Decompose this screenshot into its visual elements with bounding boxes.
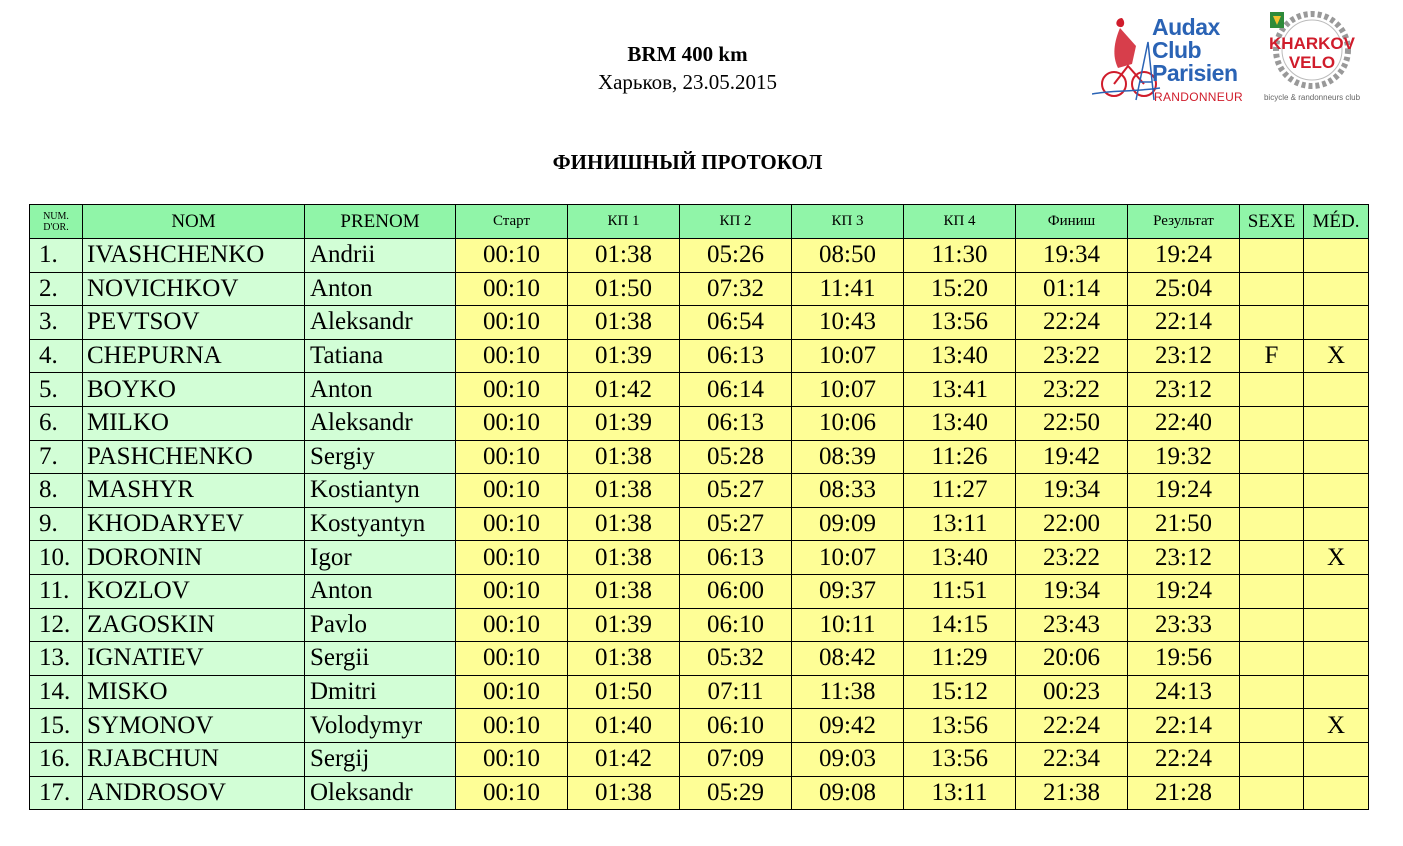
cell-med — [1304, 574, 1369, 608]
cell-prenom: Sergii — [305, 642, 456, 676]
cell-kp2: 06:10 — [680, 608, 792, 642]
cell-kp2: 05:32 — [680, 642, 792, 676]
cell-sexe — [1240, 709, 1304, 743]
cell-sexe — [1240, 373, 1304, 407]
cell-med — [1304, 373, 1369, 407]
cell-nom: SYMONOV — [83, 709, 305, 743]
cell-result: 22:14 — [1128, 306, 1240, 340]
cell-prenom: Oleksandr — [305, 776, 456, 810]
cell-kp4: 13:56 — [904, 742, 1016, 776]
col-header-start: Старт — [456, 205, 568, 239]
cell-finish: 23:22 — [1016, 541, 1128, 575]
col-header-num — [30, 205, 83, 239]
cell-prenom: Aleksandr — [305, 306, 456, 340]
cell-kp4: 11:26 — [904, 440, 1016, 474]
cell-sexe — [1240, 541, 1304, 575]
cell-kp1: 01:40 — [568, 709, 680, 743]
cell-kp3: 08:50 — [792, 239, 904, 273]
col-header-med: MÉD. — [1304, 205, 1369, 239]
cell-finish: 22:34 — [1016, 742, 1128, 776]
cell-sexe — [1240, 306, 1304, 340]
cell-kp3: 11:41 — [792, 272, 904, 306]
cell-nom: NOVICHKOV — [83, 272, 305, 306]
kharkov-velo-logo — [1262, 10, 1362, 105]
cell-nom: MISKO — [83, 675, 305, 709]
cell-nom: KHODARYEV — [83, 507, 305, 541]
cell-finish: 23:22 — [1016, 339, 1128, 373]
cell-med — [1304, 608, 1369, 642]
cell-nom: BOYKO — [83, 373, 305, 407]
cell-finish: 22:24 — [1016, 709, 1128, 743]
cell-kp2: 06:10 — [680, 709, 792, 743]
table-row — [30, 541, 1369, 575]
cell-start: 00:10 — [456, 507, 568, 541]
cell-result: 19:24 — [1128, 574, 1240, 608]
cell-med — [1304, 406, 1369, 440]
cell-num: 12. — [30, 608, 83, 642]
cell-start: 00:10 — [456, 474, 568, 508]
cell-start: 00:10 — [456, 742, 568, 776]
cell-kp2: 06:13 — [680, 406, 792, 440]
cell-sexe — [1240, 239, 1304, 273]
cell-start: 00:10 — [456, 608, 568, 642]
cell-nom: PEVTSOV — [83, 306, 305, 340]
cell-result: 23:33 — [1128, 608, 1240, 642]
kharkov-wordmark — [1264, 34, 1360, 72]
cell-result: 24:13 — [1128, 675, 1240, 709]
cell-num: 6. — [30, 406, 83, 440]
cell-kp4: 13:11 — [904, 776, 1016, 810]
cell-kp1: 01:38 — [568, 776, 680, 810]
cell-kp3: 11:38 — [792, 675, 904, 709]
cell-kp2: 07:09 — [680, 742, 792, 776]
cell-prenom: Aleksandr — [305, 406, 456, 440]
col-header-finish: Финиш — [1016, 205, 1128, 239]
cell-result: 21:50 — [1128, 507, 1240, 541]
audax-line-1: Audax — [1152, 14, 1220, 40]
cell-sexe — [1240, 574, 1304, 608]
cell-kp1: 01:50 — [568, 675, 680, 709]
cell-num: 10. — [30, 541, 83, 575]
audax-line-3: Parisien — [1152, 60, 1238, 86]
cell-num: 17. — [30, 776, 83, 810]
cell-kp1: 01:42 — [568, 742, 680, 776]
cell-prenom: Andrii — [305, 239, 456, 273]
cell-kp3: 10:07 — [792, 339, 904, 373]
table-row — [30, 709, 1369, 743]
cell-kp1: 01:38 — [568, 574, 680, 608]
cell-sexe — [1240, 406, 1304, 440]
cell-start: 00:10 — [456, 776, 568, 810]
kharkov-line-1: KHARKOV — [1269, 34, 1355, 53]
cell-kp4: 11:51 — [904, 574, 1016, 608]
protocol-title: ФИНИШНЫЙ ПРОТОКОЛ — [552, 150, 823, 174]
cell-prenom: Anton — [305, 272, 456, 306]
cell-num: 13. — [30, 642, 83, 676]
cell-start: 00:10 — [456, 339, 568, 373]
col-header-kp4: КП 4 — [904, 205, 1016, 239]
cell-kp3: 10:06 — [792, 406, 904, 440]
cell-finish: 00:23 — [1016, 675, 1128, 709]
cell-kp3: 08:33 — [792, 474, 904, 508]
cell-kp3: 09:09 — [792, 507, 904, 541]
cell-kp4: 13:41 — [904, 373, 1016, 407]
cell-kp2: 05:27 — [680, 474, 792, 508]
cell-kp4: 14:15 — [904, 608, 1016, 642]
cell-finish: 23:22 — [1016, 373, 1128, 407]
table-body — [30, 239, 1369, 810]
cell-num: 3. — [30, 306, 83, 340]
col-header-kp2: КП 2 — [680, 205, 792, 239]
cell-kp3: 10:43 — [792, 306, 904, 340]
cell-prenom: Pavlo — [305, 608, 456, 642]
cell-kp4: 13:56 — [904, 709, 1016, 743]
cell-prenom: Igor — [305, 541, 456, 575]
cell-kp1: 01:39 — [568, 339, 680, 373]
cell-finish: 19:34 — [1016, 239, 1128, 273]
cell-med — [1304, 239, 1369, 273]
cell-start: 00:10 — [456, 541, 568, 575]
cell-prenom: Sergij — [305, 742, 456, 776]
cell-med: X — [1304, 339, 1369, 373]
cell-nom: PASHCHENKO — [83, 440, 305, 474]
cell-kp2: 06:54 — [680, 306, 792, 340]
cell-sexe — [1240, 608, 1304, 642]
table-row — [30, 507, 1369, 541]
table-row — [30, 574, 1369, 608]
finish-protocol-table — [29, 204, 1369, 810]
cell-num: 8. — [30, 474, 83, 508]
cell-finish: 22:24 — [1016, 306, 1128, 340]
cell-result: 23:12 — [1128, 541, 1240, 575]
cell-kp1: 01:38 — [568, 541, 680, 575]
cell-kp1: 01:39 — [568, 608, 680, 642]
cell-start: 00:10 — [456, 675, 568, 709]
table-row — [30, 474, 1369, 508]
cell-result: 19:24 — [1128, 474, 1240, 508]
table-row — [30, 373, 1369, 407]
cell-start: 00:10 — [456, 440, 568, 474]
cell-sexe — [1240, 776, 1304, 810]
cell-prenom: Anton — [305, 574, 456, 608]
cell-kp1: 01:38 — [568, 440, 680, 474]
col-header-kp3: КП 3 — [792, 205, 904, 239]
event-title: BRM 400 km — [627, 42, 748, 66]
cell-finish: 20:06 — [1016, 642, 1128, 676]
cell-result: 22:40 — [1128, 406, 1240, 440]
cell-kp3: 08:39 — [792, 440, 904, 474]
cell-num: 5. — [30, 373, 83, 407]
cell-start: 00:10 — [456, 574, 568, 608]
table-row — [30, 440, 1369, 474]
cell-med — [1304, 776, 1369, 810]
cell-kp4: 11:30 — [904, 239, 1016, 273]
cell-num: 15. — [30, 709, 83, 743]
cell-kp4: 13:56 — [904, 306, 1016, 340]
cell-finish: 21:38 — [1016, 776, 1128, 810]
cell-kp3: 09:03 — [792, 742, 904, 776]
cell-med: X — [1304, 709, 1369, 743]
cell-kp1: 01:38 — [568, 474, 680, 508]
audax-line-2: Club — [1152, 37, 1202, 63]
cell-kp4: 15:12 — [904, 675, 1016, 709]
cell-nom: MILKO — [83, 406, 305, 440]
cell-kp2: 05:26 — [680, 239, 792, 273]
table-row — [30, 675, 1369, 709]
cell-kp1: 01:38 — [568, 306, 680, 340]
cell-sexe: F — [1240, 339, 1304, 373]
cell-nom: IVASHCHENKO — [83, 239, 305, 273]
cell-kp1: 01:39 — [568, 406, 680, 440]
cell-kp3: 10:11 — [792, 608, 904, 642]
cell-kp1: 01:42 — [568, 373, 680, 407]
cell-sexe — [1240, 507, 1304, 541]
cell-start: 00:10 — [456, 373, 568, 407]
cell-kp4: 11:29 — [904, 642, 1016, 676]
cell-kp4: 13:11 — [904, 507, 1016, 541]
cell-result: 19:24 — [1128, 239, 1240, 273]
cell-med — [1304, 474, 1369, 508]
cell-kp1: 01:50 — [568, 272, 680, 306]
table-row — [30, 239, 1369, 273]
cell-finish: 19:34 — [1016, 574, 1128, 608]
cell-prenom: Sergiy — [305, 440, 456, 474]
cell-prenom: Kostyantyn — [305, 507, 456, 541]
table-row — [30, 742, 1369, 776]
cell-kp3: 08:42 — [792, 642, 904, 676]
kharkov-line-2: VELO — [1288, 53, 1336, 72]
cell-nom: MASHYR — [83, 474, 305, 508]
cell-kp4: 13:40 — [904, 541, 1016, 575]
table-row — [30, 406, 1369, 440]
cell-kp2: 07:11 — [680, 675, 792, 709]
cell-start: 00:10 — [456, 709, 568, 743]
table-row — [30, 339, 1369, 373]
cell-result: 22:14 — [1128, 709, 1240, 743]
cell-kp4: 13:40 — [904, 339, 1016, 373]
cell-med — [1304, 742, 1369, 776]
cell-nom: DORONIN — [83, 541, 305, 575]
cell-result: 19:56 — [1128, 642, 1240, 676]
cell-num: 11. — [30, 574, 83, 608]
audax-wordmark — [1152, 16, 1238, 85]
cell-kp3: 09:37 — [792, 574, 904, 608]
col-header-kp1: КП 1 — [568, 205, 680, 239]
cell-med — [1304, 507, 1369, 541]
cell-num: 14. — [30, 675, 83, 709]
cell-finish: 22:00 — [1016, 507, 1128, 541]
cell-result: 19:32 — [1128, 440, 1240, 474]
cell-kp3: 10:07 — [792, 373, 904, 407]
cell-kp2: 05:28 — [680, 440, 792, 474]
cell-kp1: 01:38 — [568, 642, 680, 676]
cell-start: 00:10 — [456, 239, 568, 273]
cell-prenom: Tatiana — [305, 339, 456, 373]
cell-sexe — [1240, 642, 1304, 676]
col-header-num-line2: D'OR. — [43, 221, 69, 233]
cell-kp4: 11:27 — [904, 474, 1016, 508]
cell-num: 1. — [30, 239, 83, 273]
cell-nom: ANDROSOV — [83, 776, 305, 810]
cell-med — [1304, 675, 1369, 709]
cell-finish: 22:50 — [1016, 406, 1128, 440]
cell-prenom: Dmitri — [305, 675, 456, 709]
audax-randonneur-label: RANDONNEUR — [1154, 90, 1244, 104]
cell-num: 16. — [30, 742, 83, 776]
cell-kp1: 01:38 — [568, 507, 680, 541]
cell-kp2: 06:14 — [680, 373, 792, 407]
event-place-date: Харьков, 23.05.2015 — [597, 70, 778, 94]
table-row — [30, 306, 1369, 340]
table-row — [30, 642, 1369, 676]
cell-kp2: 05:29 — [680, 776, 792, 810]
cell-num: 9. — [30, 507, 83, 541]
table-row — [30, 272, 1369, 306]
cell-kp3: 09:42 — [792, 709, 904, 743]
cell-num: 2. — [30, 272, 83, 306]
cell-kp2: 06:13 — [680, 339, 792, 373]
cell-med — [1304, 272, 1369, 306]
cell-kp4: 13:40 — [904, 406, 1016, 440]
audax-club-parisien-logo — [1092, 12, 1247, 107]
cell-finish: 19:34 — [1016, 474, 1128, 508]
cell-med — [1304, 642, 1369, 676]
cell-start: 00:10 — [456, 272, 568, 306]
cell-kp2: 06:00 — [680, 574, 792, 608]
cell-finish: 01:14 — [1016, 272, 1128, 306]
table-row — [30, 776, 1369, 810]
cell-sexe — [1240, 742, 1304, 776]
cell-kp1: 01:38 — [568, 239, 680, 273]
col-header-sexe: SEXE — [1240, 205, 1304, 239]
cell-prenom: Anton — [305, 373, 456, 407]
cell-result: 21:28 — [1128, 776, 1240, 810]
cell-kp2: 07:32 — [680, 272, 792, 306]
cell-med — [1304, 306, 1369, 340]
cell-result: 23:12 — [1128, 339, 1240, 373]
cell-start: 00:10 — [456, 406, 568, 440]
cell-nom: KOZLOV — [83, 574, 305, 608]
cell-result: 25:04 — [1128, 272, 1240, 306]
cell-kp2: 06:13 — [680, 541, 792, 575]
cell-num: 7. — [30, 440, 83, 474]
cell-sexe — [1240, 272, 1304, 306]
table-header-row — [30, 205, 1369, 239]
cell-med — [1304, 440, 1369, 474]
cell-result: 23:12 — [1128, 373, 1240, 407]
cell-nom: CHEPURNA — [83, 339, 305, 373]
table-row — [30, 608, 1369, 642]
cell-sexe — [1240, 675, 1304, 709]
cell-kp2: 05:27 — [680, 507, 792, 541]
cell-sexe — [1240, 474, 1304, 508]
cell-finish: 19:42 — [1016, 440, 1128, 474]
cell-prenom: Volodymyr — [305, 709, 456, 743]
col-header-prenom: PRENOM — [305, 205, 456, 239]
cell-start: 00:10 — [456, 306, 568, 340]
cell-kp4: 15:20 — [904, 272, 1016, 306]
cell-result: 22:24 — [1128, 742, 1240, 776]
cell-finish: 23:43 — [1016, 608, 1128, 642]
cell-num: 4. — [30, 339, 83, 373]
cell-prenom: Kostiantyn — [305, 474, 456, 508]
kharkov-club-label: bicycle & randonneurs club — [1263, 93, 1361, 102]
cell-kp3: 10:07 — [792, 541, 904, 575]
col-header-result: Результат — [1128, 205, 1240, 239]
cell-kp3: 09:08 — [792, 776, 904, 810]
cell-nom: ZAGOSKIN — [83, 608, 305, 642]
cell-nom: RJABCHUN — [83, 742, 305, 776]
col-header-nom: NOM — [83, 205, 305, 239]
col-header-num-line1: NUM. — [43, 210, 69, 222]
cell-med: X — [1304, 541, 1369, 575]
cell-start: 00:10 — [456, 642, 568, 676]
cell-nom: IGNATIEV — [83, 642, 305, 676]
cell-sexe — [1240, 440, 1304, 474]
